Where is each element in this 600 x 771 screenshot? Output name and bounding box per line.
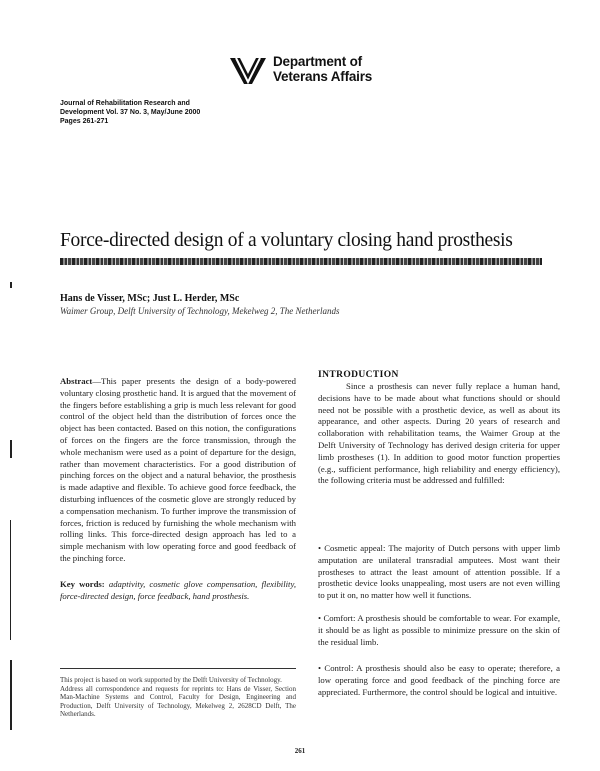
scan-margin-mark [10,282,12,288]
keywords-text: adaptivity, cosmetic glove compensation, flexibility, force-directed design, force feedback, hand prosthesis. [60,579,296,601]
introduction-paragraph: Since a prosthesis can never fully replace a human hand, decisions have to be made about what functions should or should need not be possible with a prosthetic device, as well as about its appearance, and other aspects. During 20 years of research and collaboration with rehabilitation teams, the Waimer Group at the Delft University of Technology has derived design criteria for upper limb prostheses (1). In addition to good motor function properties (e.g., sufficient performance, high reliability and energy efficiency), the following criteria must be addressed and fulfilled: [318,381,560,486]
abstract-label: Abstract [60,376,93,386]
criterion-cosmetic: • Cosmetic appeal: The majority of Dutch persons with upper limb amputation are unilateral transradial amputees. Most want their prostheses to attract the least amount of attention possible. If a prosthetic device looks unappealing, most users are not even willing to put it on, no matter how well it functions. [318,543,560,601]
article-title: Force-directed design of a voluntary closing hand prosthesis [60,230,513,251]
abstract [60,376,296,565]
journal-citation [60,99,200,126]
keywords-label: Key words: [60,579,105,589]
introduction-heading: INTRODUCTION [318,370,399,380]
title-rule [60,258,542,265]
department-name [273,54,372,84]
journal-line-3: Pages 261-271 [60,118,109,125]
department-line-2: Veterans Affairs [273,69,373,84]
keywords [60,579,296,603]
abstract-text: —This paper presents the design of a body-powered voluntary closing prosthetic hand. It is argued that the movement of the fingers before establishing a grip is much less relevant for good control of the object held than the distribution of forces once the object has been contacted. Based on this notion, the configurations of forces on the fingers are the force transmission, through the whole mechanism were used as a point of departure for the design, rather than movement characteristics. For a good distribution of pinching forces on the object and a natural behavior, the prosthesis is made adaptive and flexible. To achieve good force feedback, the disturbing influences of the cosmetic glove are strongly reduced by a compensation mechanism. To further improve the transmission of forces, friction is reduced by furnishing the whole mechanism with rolling links. This force-directed design approach has led to a simple mechanism with low operating force and good feedback of the pinching force. [60,376,296,563]
footnote-correspondence: Address all correspondence and requests for reprints to: Hans de Visser, Section Man-Machine Systems and Control, Faculty for Design, Engineering and Production, Delft University of Technology, Mekelweg 2, 2628CD Delft, The Netherlands. [60,684,296,719]
journal-line-2: Development Vol. 37 No. 3, May/June 2000 [60,109,201,116]
footnote-support: This project is based on work supported by the Delft University of Technology. [60,676,282,684]
footnote [60,676,296,719]
footnote-divider [60,668,296,669]
author-affiliation: Waimer Group, Delft University of Technology, Mekelweg 2, The Netherlands [60,306,340,316]
criterion-control: • Control: A prosthesis should also be easy to operate; therefore, a low operating force and good feedback of the pinching force are appreciated. Furthermore, the control should be logical and intuitive. [318,663,560,697]
scan-margin-mark [10,440,12,458]
va-logo-icon [228,54,268,86]
page-number: 261 [294,747,306,755]
scan-margin-mark [10,660,12,730]
department-line-1: Department of [273,54,362,69]
criterion-comfort: • Comfort: A prosthesis should be comfortable to wear. For example, it should be as light as possible to minimize pressure on the skin of the residual limb. [318,613,560,647]
article-authors: Hans de Visser, MSc; Just L. Herder, MSc [60,293,240,304]
journal-line-1: Journal of Rehabilitation Research and [60,100,190,107]
scan-margin-mark [10,520,11,640]
